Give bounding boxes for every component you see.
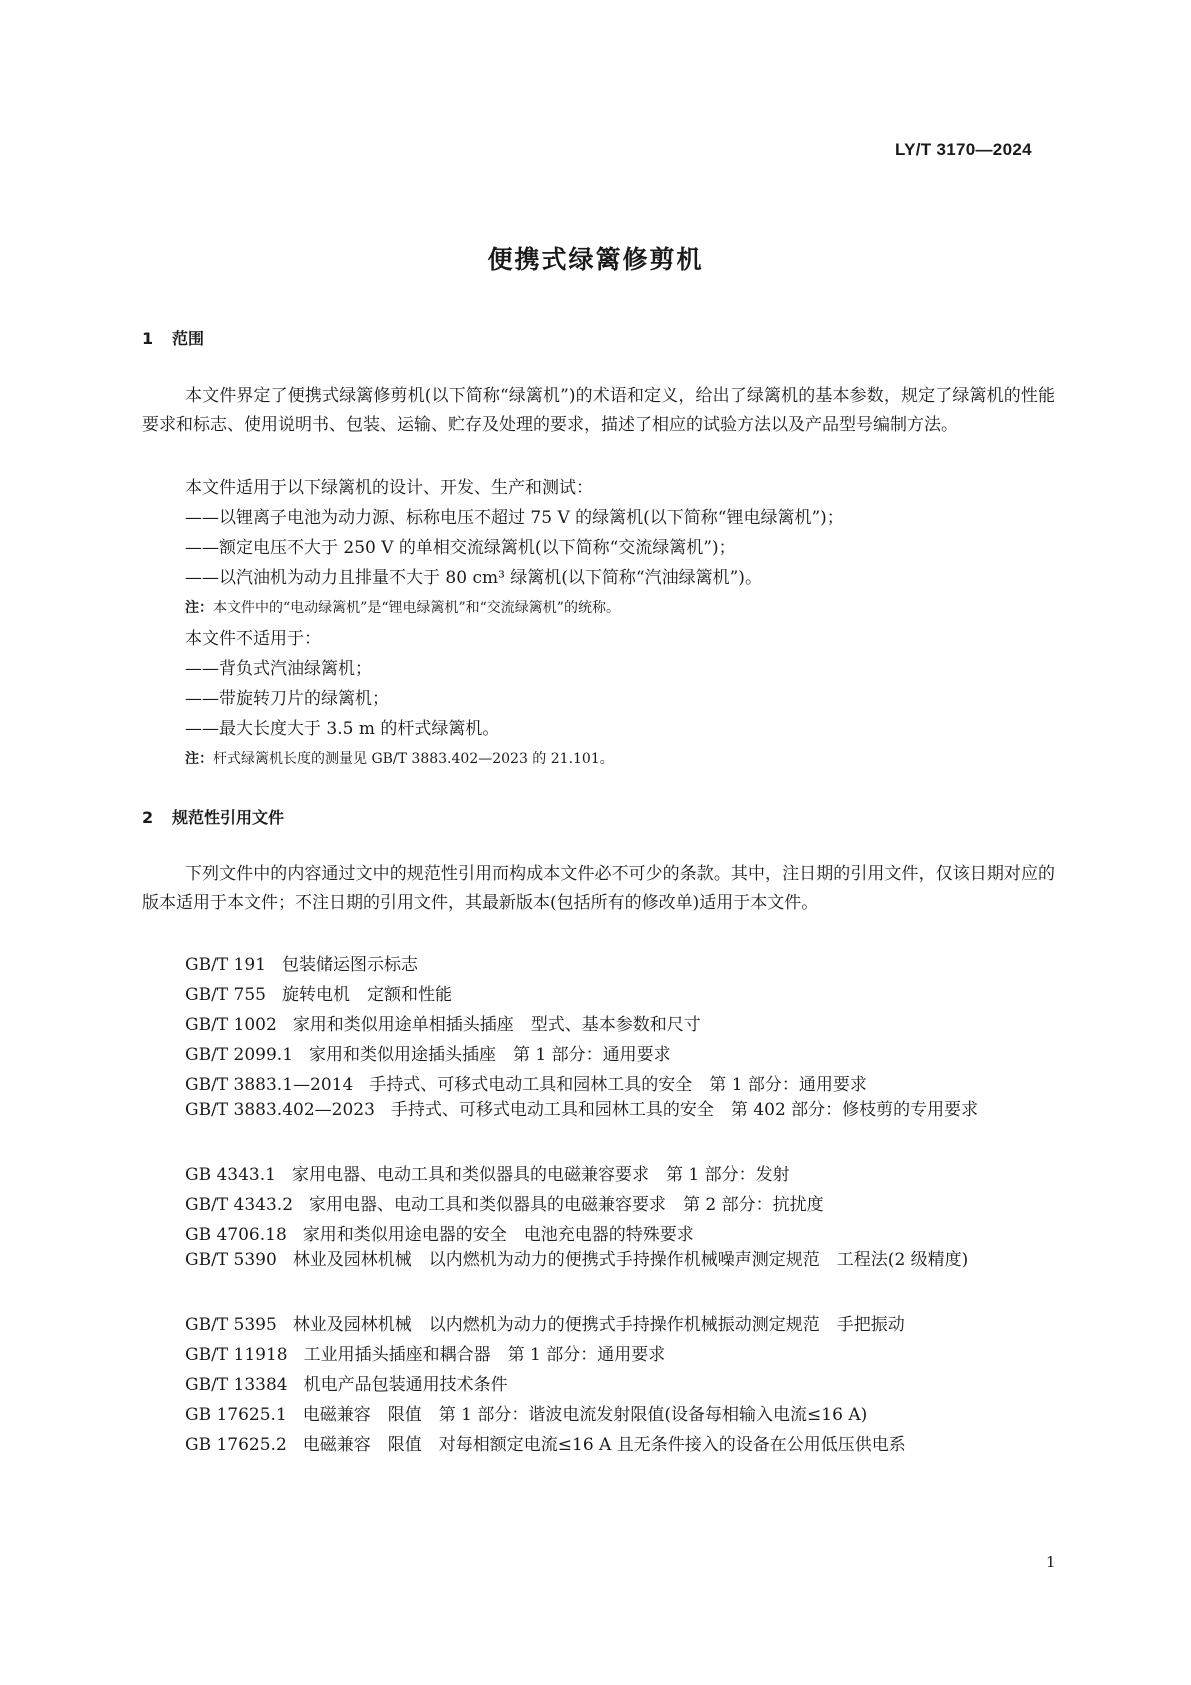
- section-number: 2: [142, 808, 154, 827]
- reference-title: 电磁兼容 限值 对每相额定电流≤16 A 且无条件接入的设备在公用低压供电系: [302, 1435, 906, 1455]
- reference-title: 家用电器、电动工具和类似器具的电磁兼容要求 第 1 部分：发射: [291, 1165, 790, 1185]
- reference-code: GB/T 13384: [185, 1375, 288, 1395]
- reference-title: 家用电器、电动工具和类似器具的电磁兼容要求 第 2 部分：抗扰度: [309, 1195, 824, 1215]
- not-applies-item: ——带旋转刀片的绿篱机；: [185, 689, 389, 709]
- section-title: 规范性引用文件: [172, 808, 285, 827]
- reference-code: GB/T 2099.1: [185, 1045, 294, 1065]
- standard-code: LY/T 3170—2024: [895, 140, 1032, 159]
- section-title: 范围: [172, 329, 205, 348]
- reference-title: 包装储运图示标志: [282, 955, 418, 975]
- reference-title: 旋转电机 定额和性能: [282, 985, 452, 1005]
- applies-item: ——以汽油机为动力且排量不大于 80 cm³ 绿篱机(以下简称“汽油绿篱机”)。: [185, 568, 762, 588]
- reference-item: [185, 1190, 824, 1215]
- reference-title: 林业及园林机械 以内燃机为动力的便携式手持操作机械噪声测定规范 工程法(2 级精度): [292, 1250, 969, 1270]
- section-2-heading: [142, 805, 284, 828]
- reference-code: GB/T 5395: [185, 1315, 277, 1335]
- reference-title: 家用和类似用途电器的安全 电池充电器的特殊要求: [302, 1225, 694, 1245]
- reference-title: 家用和类似用途单相插头插座 型式、基本参数和尺寸: [292, 1015, 701, 1035]
- reference-code: GB/T 191: [185, 955, 266, 975]
- section-number: 1: [142, 329, 154, 348]
- reference-title: 林业及园林机械 以内燃机为动力的便携式手持操作机械振动测定规范 手把振动: [292, 1315, 905, 1335]
- reference-code: GB/T 755: [185, 985, 266, 1005]
- references-intro: 下列文件中的内容通过文中的规范性引用而构成本文件必不可少的条款。其中，注日期的引用文件，仅该日期对应的版本适用于本文件；不注日期的引用文件，其最新版本(包括所有的修改单)适用于本文件。: [142, 864, 1055, 913]
- not-applies-intro: 本文件不适用于：: [185, 629, 321, 649]
- applies-item: ——额定电压不大于 250 V 的单相交流绿篱机(以下简称“交流绿篱机”)；: [185, 538, 736, 558]
- reference-item: [185, 1400, 867, 1425]
- reference-item: [185, 1160, 790, 1185]
- reference-item: [185, 1310, 905, 1335]
- section-1-heading: [142, 326, 204, 349]
- reference-item: [185, 1070, 867, 1095]
- reference-title: 手持式、可移式电动工具和园林工具的安全 第 402 部分：修枝剪的专用要求: [390, 1100, 979, 1120]
- reference-item: [142, 1245, 1055, 1276]
- reference-code: GB/T 4343.2: [185, 1195, 294, 1215]
- reference-item: [185, 950, 418, 975]
- applies-item: ——以锂离子电池为动力源、标称电压不超过 75 V 的绿篱机(以下简称“锂电绿篱机”)；: [185, 508, 844, 528]
- note-label: 注：: [185, 600, 213, 616]
- reference-title: 手持式、可移式电动工具和园林工具的安全 第 1 部分：通用要求: [369, 1075, 867, 1095]
- reference-item: [185, 1040, 671, 1065]
- reference-code: GB/T 3883.1—2014: [185, 1075, 354, 1095]
- reference-item: [185, 1220, 694, 1245]
- reference-title: 机电产品包装通用技术条件: [303, 1375, 508, 1395]
- reference-item: [185, 980, 452, 1005]
- reference-item: [185, 1430, 906, 1455]
- reference-code: GB 17625.2: [185, 1435, 287, 1455]
- reference-code: GB/T 3883.402—2023: [185, 1100, 375, 1120]
- reference-code: GB/T 1002: [185, 1015, 277, 1035]
- reference-code: GB 4706.18: [185, 1225, 287, 1245]
- reference-item: [185, 1340, 665, 1365]
- reference-item: [185, 1010, 701, 1035]
- reference-title: 工业用插头插座和耦合器 第 1 部分：通用要求: [303, 1345, 666, 1365]
- note-text: 本文件中的“电动绿篱机”是“锂电绿篱机”和“交流绿篱机”的统称。: [213, 600, 620, 616]
- not-applies-item: ——最大长度大于 3.5 m 的杆式绿篱机。: [185, 719, 500, 739]
- note-label: 注：: [185, 751, 213, 767]
- reference-item: [185, 1370, 508, 1395]
- not-applies-item: ——背负式汽油绿篱机；: [185, 659, 372, 679]
- reference-code: GB/T 5390: [185, 1250, 277, 1270]
- document-title: 便携式绿篱修剪机: [487, 245, 704, 274]
- note: [185, 597, 620, 617]
- reference-code: GB 17625.1: [185, 1405, 287, 1425]
- reference-title: 家用和类似用途插头插座 第 1 部分：通用要求: [309, 1045, 671, 1065]
- reference-item: [142, 1095, 1055, 1126]
- page-number: 1: [1046, 1553, 1056, 1571]
- note: [185, 748, 614, 768]
- reference-code: GB 4343.1: [185, 1165, 276, 1185]
- note-text: 杆式绿篱机长度的测量见 GB/T 3883.402—2023 的 21.101。: [213, 751, 614, 767]
- reference-code: GB/T 11918: [185, 1345, 288, 1365]
- applies-intro: 本文件适用于以下绿篱机的设计、开发、生产和测试：: [185, 478, 593, 498]
- reference-title: 电磁兼容 限值 第 1 部分：谐波电流发射限值(设备每相输入电流≤16 A): [302, 1405, 868, 1425]
- scope-paragraph: 本文件界定了便携式绿篱修剪机(以下简称“绿篱机”)的术语和定义，给出了绿篱机的基本参数，规定了绿篱机的性能要求和标志、使用说明书、包装、运输、贮存及处理的要求，描述了相应的试验方法以及产品型号编制方法。: [142, 386, 1055, 435]
